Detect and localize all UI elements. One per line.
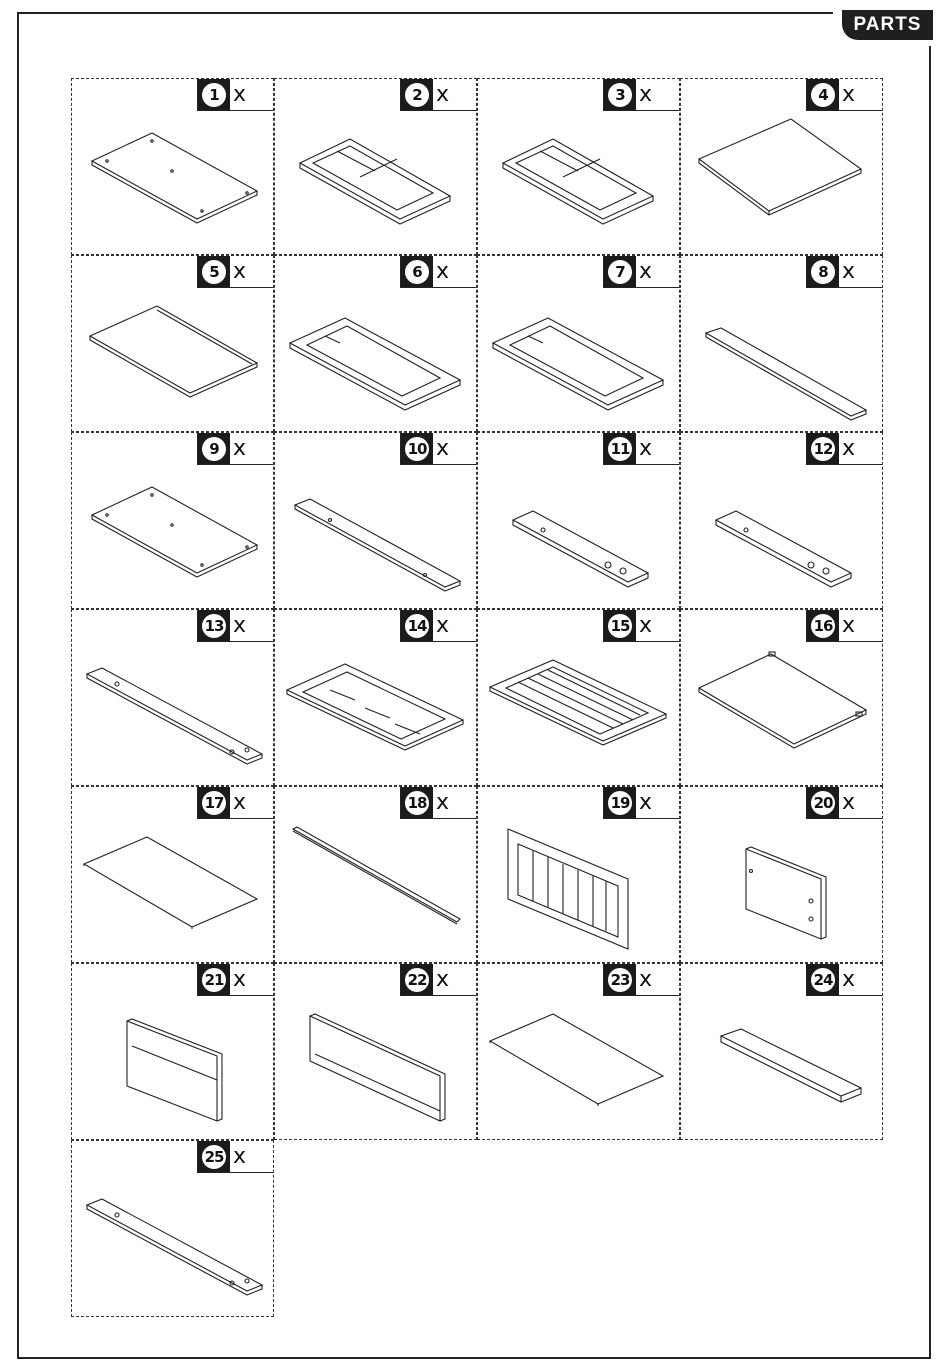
part-cell bbox=[680, 786, 883, 963]
part-number-badge bbox=[604, 787, 636, 818]
part-number: 5 bbox=[202, 260, 226, 284]
part-number: 9 bbox=[202, 437, 226, 461]
part-cell bbox=[274, 255, 477, 432]
quantity-marker: x bbox=[639, 790, 653, 815]
part-number: 20 bbox=[811, 791, 835, 815]
quantity-marker: x bbox=[639, 259, 653, 284]
part-drawing-frame bbox=[275, 111, 476, 254]
part-cell bbox=[71, 1140, 274, 1317]
part-label bbox=[400, 433, 476, 465]
part-drawing-long-rail bbox=[72, 642, 273, 785]
part-number: 8 bbox=[811, 260, 835, 284]
part-number: 10 bbox=[405, 437, 429, 461]
quantity-marker: x bbox=[436, 259, 450, 284]
part-number: 6 bbox=[405, 260, 429, 284]
part-label bbox=[806, 787, 882, 819]
part-drawing-frame bbox=[478, 111, 679, 254]
part-number: 4 bbox=[811, 83, 835, 107]
parts-tab bbox=[833, 10, 933, 46]
parts-tab-label: PARTS bbox=[842, 10, 933, 40]
quantity-marker: x bbox=[639, 613, 653, 638]
part-number: 7 bbox=[608, 260, 632, 284]
part-number-badge bbox=[401, 79, 433, 110]
part-label bbox=[806, 964, 882, 996]
part-number-badge bbox=[401, 610, 433, 641]
part-cell bbox=[71, 609, 274, 786]
part-cell bbox=[680, 255, 883, 432]
part-label bbox=[806, 79, 882, 111]
quantity-marker: x bbox=[233, 613, 247, 638]
part-number-badge bbox=[604, 79, 636, 110]
part-cell bbox=[680, 609, 883, 786]
part-drawing-short-rail bbox=[478, 465, 679, 608]
part-drawing-grill-panel bbox=[478, 819, 679, 962]
part-label bbox=[197, 964, 273, 996]
quantity-marker: x bbox=[233, 436, 247, 461]
part-number-badge bbox=[198, 610, 230, 641]
quantity-marker: x bbox=[842, 790, 856, 815]
quantity-marker: x bbox=[639, 436, 653, 461]
part-number: 25 bbox=[202, 1145, 226, 1169]
part-drawing-panel bbox=[681, 111, 882, 254]
part-drawing-frame-open bbox=[478, 288, 679, 431]
quantity-marker: x bbox=[233, 1144, 247, 1169]
part-number-badge bbox=[604, 964, 636, 995]
part-number-badge bbox=[401, 433, 433, 464]
part-number: 12 bbox=[811, 437, 835, 461]
part-label bbox=[603, 787, 679, 819]
quantity-marker: x bbox=[436, 967, 450, 992]
part-number-badge bbox=[401, 256, 433, 287]
part-cell bbox=[71, 255, 274, 432]
part-number: 2 bbox=[405, 83, 429, 107]
part-number: 14 bbox=[405, 614, 429, 638]
part-label bbox=[603, 610, 679, 642]
part-drawing-thin-sheet bbox=[72, 819, 273, 962]
quantity-marker: x bbox=[639, 967, 653, 992]
part-label bbox=[603, 79, 679, 111]
part-cell bbox=[477, 78, 680, 255]
part-number-badge bbox=[198, 79, 230, 110]
part-number-badge bbox=[807, 964, 839, 995]
part-number: 15 bbox=[608, 614, 632, 638]
part-number: 1 bbox=[202, 83, 226, 107]
part-number-badge bbox=[401, 787, 433, 818]
part-number-badge bbox=[807, 79, 839, 110]
quantity-marker: x bbox=[436, 790, 450, 815]
quantity-marker: x bbox=[842, 613, 856, 638]
part-number: 21 bbox=[202, 968, 226, 992]
quantity-marker: x bbox=[233, 82, 247, 107]
quantity-marker: x bbox=[842, 259, 856, 284]
part-label bbox=[806, 433, 882, 465]
part-label bbox=[197, 256, 273, 288]
part-label bbox=[603, 256, 679, 288]
part-label bbox=[197, 1141, 273, 1173]
part-label bbox=[197, 433, 273, 465]
part-label bbox=[400, 964, 476, 996]
part-label bbox=[603, 964, 679, 996]
part-drawing-thin-sheet bbox=[478, 996, 679, 1139]
part-number-badge bbox=[198, 256, 230, 287]
part-number-badge bbox=[807, 787, 839, 818]
part-cell bbox=[71, 786, 274, 963]
part-drawing-back-board bbox=[275, 996, 476, 1139]
part-cell bbox=[71, 78, 274, 255]
part-number-badge bbox=[401, 964, 433, 995]
part-drawing-long-rail bbox=[72, 1173, 273, 1316]
quantity-marker: x bbox=[842, 436, 856, 461]
part-label bbox=[806, 610, 882, 642]
part-number: 18 bbox=[405, 791, 429, 815]
part-label bbox=[197, 787, 273, 819]
quantity-marker: x bbox=[842, 967, 856, 992]
part-cell bbox=[274, 432, 477, 609]
part-drawing-panel-notched bbox=[681, 642, 882, 785]
part-cell bbox=[274, 609, 477, 786]
part-label bbox=[400, 787, 476, 819]
part-number-badge bbox=[198, 1141, 230, 1172]
part-number: 16 bbox=[811, 614, 835, 638]
part-number-badge bbox=[807, 610, 839, 641]
part-label bbox=[806, 256, 882, 288]
part-number: 11 bbox=[608, 437, 632, 461]
part-drawing-frame-open bbox=[275, 288, 476, 431]
part-label bbox=[400, 256, 476, 288]
part-cell bbox=[680, 78, 883, 255]
part-cell bbox=[71, 963, 274, 1140]
quantity-marker: x bbox=[436, 613, 450, 638]
quantity-marker: x bbox=[436, 82, 450, 107]
quantity-marker: x bbox=[639, 82, 653, 107]
part-drawing-short-rail bbox=[681, 465, 882, 608]
part-drawing-panel-holes bbox=[72, 465, 273, 608]
part-cell bbox=[477, 786, 680, 963]
part-number-badge bbox=[807, 256, 839, 287]
part-drawing-rail bbox=[681, 288, 882, 431]
part-number-badge bbox=[604, 610, 636, 641]
quantity-marker: x bbox=[436, 436, 450, 461]
quantity-marker: x bbox=[233, 967, 247, 992]
part-drawing-panel-groove bbox=[72, 288, 273, 431]
part-number: 22 bbox=[405, 968, 429, 992]
part-drawing-upright bbox=[72, 996, 273, 1139]
part-cell bbox=[71, 432, 274, 609]
part-drawing-upright-small bbox=[681, 819, 882, 962]
part-number-badge bbox=[604, 433, 636, 464]
part-drawing-strip bbox=[275, 819, 476, 962]
part-drawing-glass-door bbox=[275, 642, 476, 785]
part-drawing-beam bbox=[681, 996, 882, 1139]
quantity-marker: x bbox=[233, 790, 247, 815]
part-drawing-rail-holes bbox=[275, 465, 476, 608]
part-cell bbox=[477, 432, 680, 609]
part-number: 19 bbox=[608, 791, 632, 815]
part-label bbox=[197, 610, 273, 642]
part-drawing-slat-door bbox=[478, 642, 679, 785]
part-number: 24 bbox=[811, 968, 835, 992]
part-cell bbox=[274, 963, 477, 1140]
part-number-badge bbox=[807, 433, 839, 464]
part-cell bbox=[477, 963, 680, 1140]
part-cell bbox=[680, 963, 883, 1140]
part-number: 13 bbox=[202, 614, 226, 638]
part-number-badge bbox=[604, 256, 636, 287]
part-number: 3 bbox=[608, 83, 632, 107]
part-number: 23 bbox=[608, 968, 632, 992]
part-label bbox=[400, 79, 476, 111]
part-cell bbox=[477, 255, 680, 432]
part-label bbox=[400, 610, 476, 642]
part-label bbox=[603, 433, 679, 465]
part-number-badge bbox=[198, 433, 230, 464]
part-cell bbox=[477, 609, 680, 786]
part-cell bbox=[680, 432, 883, 609]
part-cell bbox=[274, 786, 477, 963]
part-label bbox=[197, 79, 273, 111]
part-drawing-panel-holes bbox=[72, 111, 273, 254]
part-cell bbox=[274, 78, 477, 255]
quantity-marker: x bbox=[842, 82, 856, 107]
part-number-badge bbox=[198, 964, 230, 995]
part-number-badge bbox=[198, 787, 230, 818]
quantity-marker: x bbox=[233, 259, 247, 284]
part-number: 17 bbox=[202, 791, 226, 815]
